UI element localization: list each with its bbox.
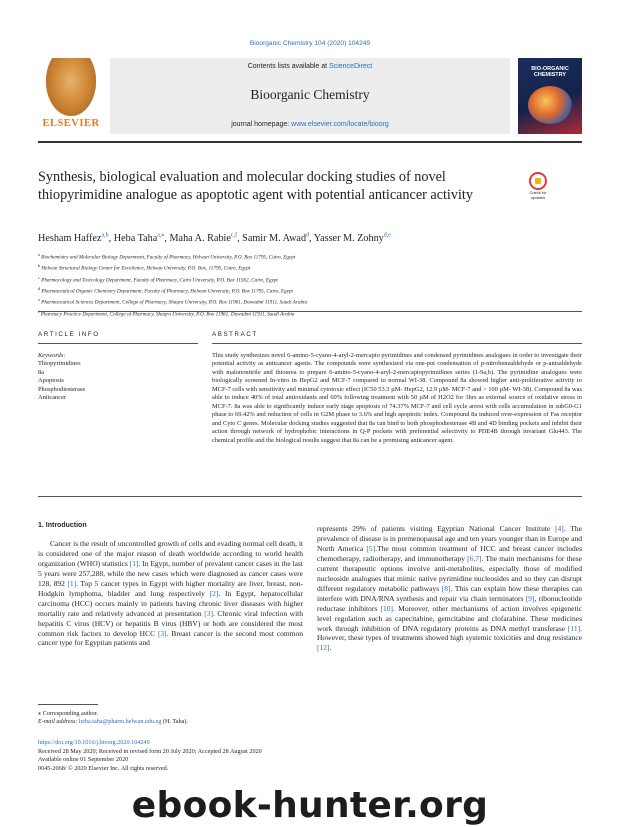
- keyword-item: Thiopyrimidines: [38, 360, 81, 368]
- homepage-prefix: journal homepage:: [231, 121, 292, 128]
- affiliation-item: $^a$ Biochemistry and Molecular Biology Department, Faculty of Pharmacy, Helwan University, P.O. Box 11795, Cairo, Egypt: [38, 252, 296, 261]
- keywords-block: [38, 352, 198, 402]
- received-dates: Received 28 May 2020; Received in revised form 20 July 2020; Accepted 28 August 2020: [38, 747, 262, 755]
- publication-details: [38, 739, 338, 773]
- cover-art-icon: [528, 86, 572, 124]
- check-for-updates-button[interactable]: [523, 172, 553, 202]
- citation-ref[interactable]: [6,7]: [467, 553, 482, 563]
- author-list: [38, 232, 582, 244]
- journal-citation[interactable]: Bioorganic Chemistry 104 (2020) 104249: [249, 40, 371, 47]
- keyword-item: Anticancer: [38, 394, 67, 402]
- keyword-item: Phosphodiesterase: [38, 385, 86, 393]
- intro-paragraph: represents 29% of patients visiting Egyptian National Cancer Institute [4]. The prevalence of disease is in premenopausal age and ten years younger than in Europe and North America [5].The most common treatment of HCC and breast cancer includes chemotherapy, radiotherapy, and immunotherapy [6,7]. The main mechanisms for these current therapeutic options involve anti-metabolites, especially those of modified nucleoside analogues that mimic native pyrimidine nucleosides and so they can disrupt different regulatory metabolic pathways [8]. This can explain how these therapies can interfere with DNA/RNA synthesis and repair via chain terminators [9], ribonucleotide reductase inhibitors [10]. Moreover, other mechanisms of action involves epigenetic level regulation such as capecitabine, gemcitabine and clofarabine. These medicines work through inhibition of DNA regulatory proteins as DNA methyl transferase [11]. However, these types of treatments showed high systemic toxicities and drug resistance [12].: [317, 524, 583, 653]
- author-4: Yasser M. Zohny$^{d,e}$: [313, 233, 391, 245]
- intro-paragraph: Cancer is the result of uncontrolled growth of cells and evading normal cell death, it is considered one of the major reason of death worldwide according to world health organization (WHO) statistics [1]. In Egypt, number of prevalent cancer cases in the last 5 years were 257,288, while the new cases which were diagnosed as cancer cases were 128, 892 [1]. Top 5 cancer types in Egypt with higher mortality are liver, breast, non-Hodgkin lymphoma, bladder and lung respectively [2]. In Egypt, hepatocellular carcinoma (HCC) occurs mainly in patients having chronic liver diseases with higher mortality rate and relatively advanced at presentation [3]. Chronic viral infection with hepatitis C virus (HCV) or hepatitis B virus (HBV) or both are considered the most common risk factors to develop HCC [3]. Breast cancer is the second most common cancer type for Egyptian patients and: [38, 538, 304, 648]
- journal-cover-image[interactable]: [518, 58, 582, 134]
- article-info-divider: [38, 343, 198, 344]
- journal-name: Bioorganic Chemistry: [250, 87, 370, 102]
- masthead: [110, 58, 510, 134]
- abstract-divider: [212, 343, 582, 344]
- paper-title: Synthesis, biological evaluation and molecular docking studies of novel thiopyrimidine analogue as apoptotic agent with potential anticancer activity: [38, 169, 473, 203]
- elsevier-wordmark: ELSEVIER: [42, 118, 100, 129]
- author-2: Maha A. Rabie$^{c,f}$,: [169, 233, 243, 245]
- affiliation-item: $^c$ Pharmacology and Toxicology Department, Faculty of Pharmacy, Cairo University, P.O. Box 11562, Cairo, Egypt: [38, 274, 278, 284]
- citation-ref[interactable]: [11]: [567, 623, 581, 633]
- citation-ref[interactable]: [1]: [67, 578, 77, 588]
- elsevier-tree-icon: [46, 58, 96, 116]
- body-column-right: [317, 524, 582, 653]
- citation-ref[interactable]: [8]: [441, 583, 451, 593]
- footnotes: [38, 710, 338, 726]
- keyword-item: 8a: [38, 368, 45, 376]
- affiliation-item: $^d$ Pharmaceutical Organic Chemistry Department, Faculty of Pharmacy, Helwan University, P.O. Box 11795, Cairo, Egypt: [38, 285, 293, 295]
- contents-line: [110, 63, 510, 70]
- abstract-heading: ABSTRACT: [212, 331, 258, 338]
- elsevier-logo[interactable]: [38, 58, 104, 134]
- citation-ref[interactable]: [2]: [209, 588, 219, 598]
- author-0: Hesham Haffez$^{a,b}$,: [38, 233, 114, 245]
- citation-ref[interactable]: [3]: [157, 628, 167, 638]
- journal-homepage-link[interactable]: www.elsevier.com/locate/bioorg: [291, 121, 389, 128]
- affiliation-divider: [38, 311, 582, 312]
- crossmark-label: Check for updates: [529, 190, 547, 200]
- body-column-left: [38, 521, 303, 648]
- affiliations: [38, 251, 582, 319]
- footnote-divider: [38, 704, 98, 705]
- contents-prefix: Contents lists available at: [247, 63, 330, 70]
- email-link[interactable]: heba.taha@pharm.helwan.edu.eg: [79, 718, 162, 726]
- affiliation-item: $^b$ Helwan Structural Biology Center for Excellence, Helwan University, P.O. Box, 11795, Cairo, Egypt: [38, 263, 251, 273]
- citation-ref[interactable]: [10]: [380, 603, 394, 613]
- citation-ref[interactable]: [12]: [317, 643, 330, 653]
- author-3: Samir M. Awad$^d$,: [242, 233, 314, 245]
- copyright: 0045-2068/ © 2020 Elsevier Inc. All rights reserved.: [38, 764, 169, 772]
- doi-link[interactable]: https://doi.org/10.1016/j.bioorg.2020.104249: [38, 739, 150, 746]
- introduction-heading: 1. Introduction: [38, 522, 87, 529]
- header-divider: [38, 141, 582, 143]
- corresponding-author-note: ⁎ Corresponding author.: [38, 710, 98, 717]
- affiliation-item: $^f$ Pharmacy Practice Department, College of Pharmacy, Shaqra University, P.O. Box 11961, Dawadmi 11911, Saudi Arabia: [38, 308, 295, 318]
- sciencedirect-link[interactable]: ScienceDirect: [329, 63, 373, 70]
- citation-ref[interactable]: [5]: [366, 543, 376, 553]
- available-online: Available online 01 September 2020: [38, 756, 129, 764]
- article-info-heading: ARTICLE INFO: [38, 331, 100, 338]
- citation-ref[interactable]: [4]: [555, 524, 564, 533]
- keyword-item: Apoptosis: [38, 377, 64, 385]
- watermark-text: ebook-hunter.org: [131, 785, 489, 826]
- affiliation-item: $^e$ Pharmaceutical Sciences Department, College of Pharmacy, Shaqra University, P.O. Box 11961, Dawadmi 11911, Saudi Arabia: [38, 297, 308, 307]
- citation-ref[interactable]: [9]: [525, 593, 535, 603]
- author-1: Heba Taha$^{a,⁎}$,: [113, 233, 170, 245]
- journal-header: [38, 58, 582, 138]
- cover-title: BIO-ORGANIC CHEMISTRY: [531, 66, 569, 79]
- citation-ref[interactable]: [1]: [129, 558, 139, 568]
- abstract-bottom-divider: [38, 496, 582, 497]
- homepage-line: [110, 121, 510, 128]
- citation-ref[interactable]: [3]: [204, 608, 213, 618]
- crossmark-icon: [529, 172, 547, 190]
- email-line: E-mail address: heba.taha@pharm.helwan.edu.eg (H. Taha).: [38, 718, 188, 726]
- abstract-text: This study synthesizes novel 6-amino-5-cyano-4-aryl-2-mercapto pyrimidines and condensed pyrimidines analogues in order to investigate their potential activity as anticancer agents. The compounds were synthesized via one-pot condensation of p-nitrobenzaldehyde or p-anisaldehyde with malononitrile and thiourea to prepare 6-amino-5-cyano-4-aryl-2-mercaptopyrimidines series (1-9a,b). The pyrimidine analogues were biologically screened In-vitro in HepG2 and MCF-7 compared to normal WI-38. Compound 8a showed higher anti-proliferative activity to MCF-7 cells with sensitivity and minimal cytotoxic effect (IC50 53.3 µM- HepG2, 12.9 µM- MCF-7 and > 100 µM- WI-38). Compound 8a was able to induce 40% of total antioxidants and 60% following treatment with 50 µM of H2O2 for 3hrs as external source of oxidative stress in MCF-7. 8a was able to significantly induce early stage apoptosis of 74.37% MCF-7 and cell cycle arrest with cells accumulation in subG0-G1 phase to 69.42% and reduction of cells in G2M phase to 3.6% and high apoptotic index. Compound 8a induced over-expression of Fas receptor and Cyto C genes. Molecular docking studies suggested that 8a can bind to both phosphodiesterase 4B and 4D binding pockets and inhibit their action through network of hydrophobic interactions in Q-P pockets with preferential selectivity to PDE4B through invariant Glu443. The chemical profile and the biological results suggest that 8a can be a promising anticancer agent.: [212, 352, 582, 444]
- keywords-label: Keywords:: [38, 352, 66, 359]
